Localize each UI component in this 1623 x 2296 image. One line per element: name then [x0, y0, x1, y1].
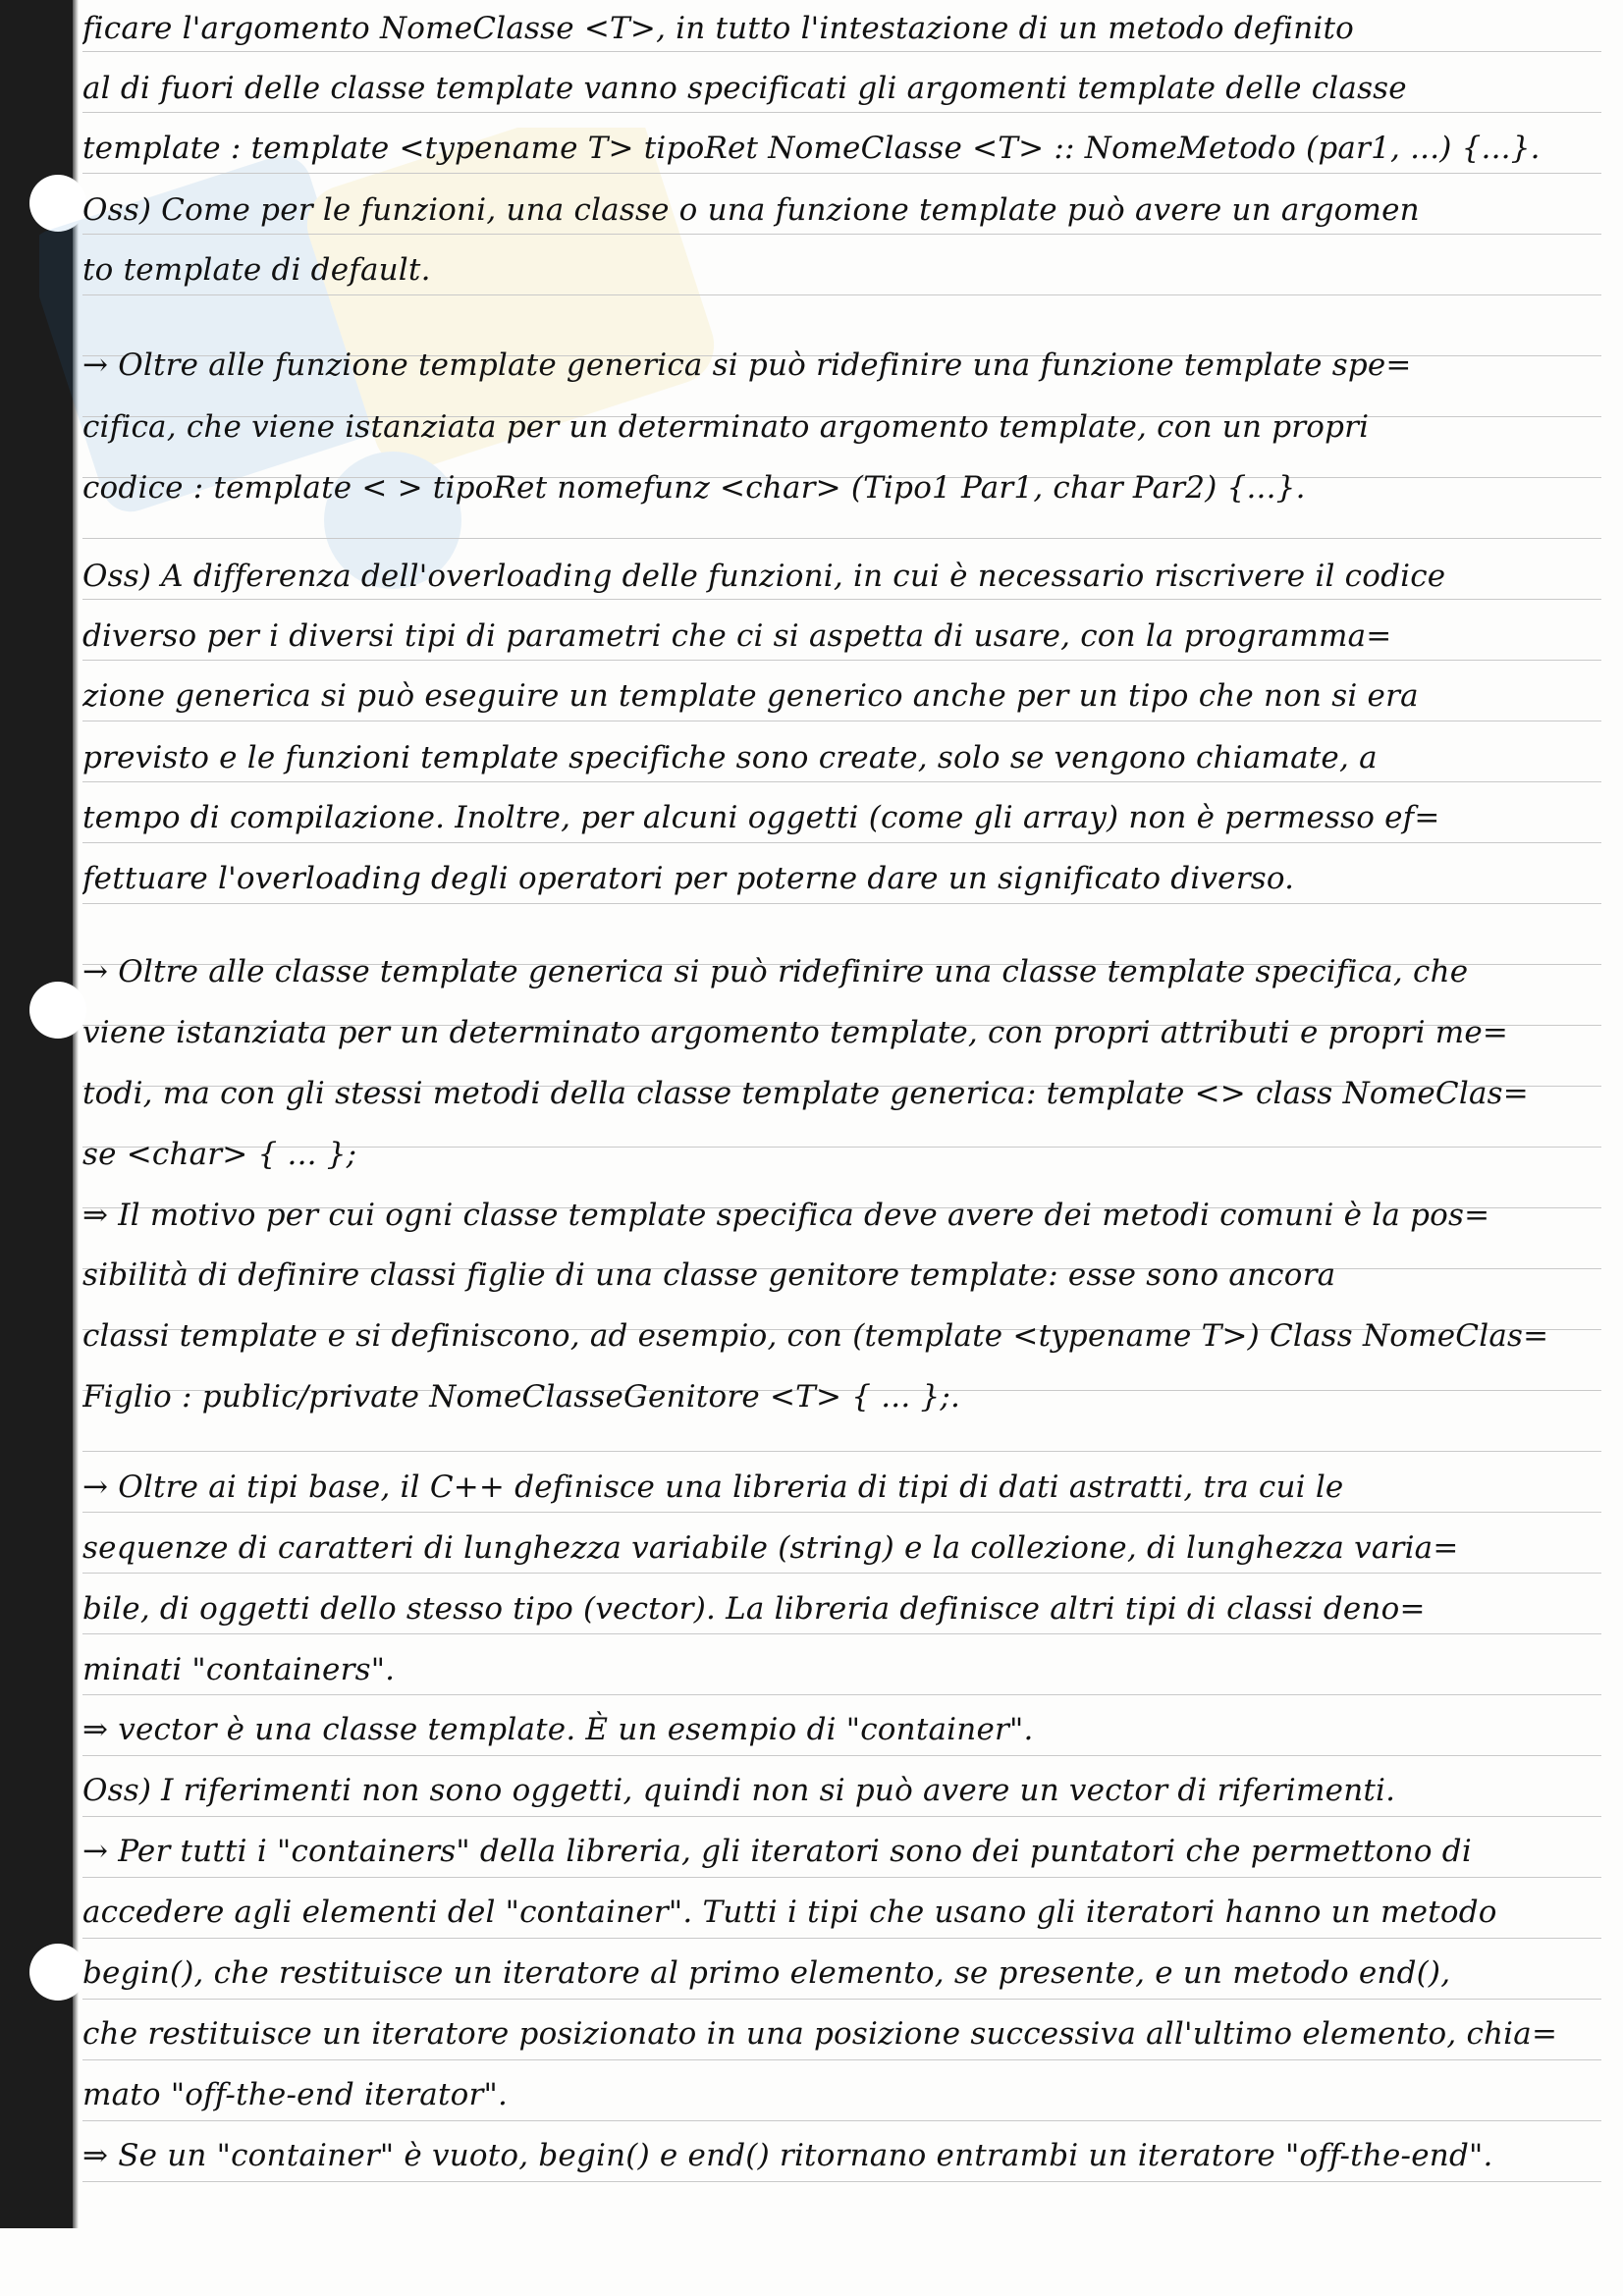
note-line: accedere agli elementi del "container". Tutti i tipi che usano gli iteratori hanno un metodo	[82, 1895, 1497, 1930]
note-line: previsto e le funzioni template specifiche sono create, solo se vengono chiamate, a	[82, 740, 1378, 775]
note-line: mato "off-the-end iterator".	[82, 2077, 509, 2112]
note-line: Figlio : public/private NomeClasseGenitore <T> { ... };.	[82, 1379, 961, 1415]
note-line: diverso per i diversi tipi di parametri che ci si aspetta di usare, con la programma=	[82, 618, 1392, 654]
note-line: → Oltre alle funzione template generica si può ridefinire una funzione template spe=	[82, 347, 1412, 383]
note-line: codice : template < > tipoRet nomefunz <char> (Tipo1 Par1, char Par2) {...}.	[82, 470, 1306, 506]
scan-dark-edge	[0, 0, 73, 2228]
note-line: ⇒ Se un "container" è vuoto, begin() e end() ritornano entrambi un iteratore "off-the-end".	[82, 2138, 1493, 2173]
note-line: begin(), che restituisce un iteratore al primo elemento, se presente, e un metodo end(),	[82, 1955, 1451, 1991]
punch-hole	[29, 982, 86, 1039]
note-line: → Per tutti i "containers" della libreria, gli iteratori sono dei puntatori che permettono di	[82, 1834, 1472, 1869]
note-line: che restituisce un iteratore posizionato in una posizione successiva all'ultimo elemento, chia=	[82, 2016, 1558, 2052]
note-line: ficare l'argomento NomeClasse <T>, in tutto l'intestazione di un metodo definito	[82, 11, 1355, 46]
note-line: minati "containers".	[82, 1652, 396, 1687]
note-line: al di fuori delle classe template vanno specificati gli argomenti template delle classe	[82, 71, 1407, 106]
note-line: sequenze di caratteri di lunghezza variabile (string) e la collezione, di lunghezza varia=	[82, 1530, 1459, 1566]
note-line: cifica, che viene istanziata per un determinato argomento template, con un propri	[82, 409, 1370, 445]
note-line: zione generica si può eseguire un template generico anche per un tipo che non si era	[82, 678, 1419, 714]
note-line: se <char> { ... };	[82, 1137, 357, 1172]
note-line: Oss) A differenza dell'overloading delle funzioni, in cui è necessario riscrivere il codice	[82, 559, 1446, 594]
note-line: ⇒ Il motivo per cui ogni classe template specifica deve avere dei metodi comuni è la pos=	[82, 1198, 1490, 1233]
punch-hole	[29, 1944, 86, 2001]
note-line: → Oltre ai tipi base, il C++ definisce una libreria di tipi di dati astratti, tra cui le	[82, 1469, 1344, 1505]
note-line: to template di default.	[82, 252, 431, 288]
note-line: classi template e si definiscono, ad esempio, con (template <typename T>) Class NomeClas=	[82, 1318, 1549, 1354]
note-line: viene istanziata per un determinato argomento template, con propri attributi e propri me=	[82, 1015, 1509, 1050]
note-line: fettuare l'overloading degli operatori per poterne dare un significato diverso.	[82, 861, 1295, 896]
ruled-line	[82, 538, 1601, 539]
note-line: → Oltre alle classe template generica si può ridefinire una classe template specifica, che	[82, 954, 1469, 989]
note-line: Oss) I riferimenti non sono oggetti, quindi non si può avere un vector di riferimenti.	[82, 1773, 1396, 1808]
note-line: template : template <typename T> tipoRet NomeClasse <T> :: NomeMetodo (par1, ...) {...}.	[82, 131, 1541, 166]
punch-hole	[29, 175, 86, 232]
note-line: todi, ma con gli stessi metodi della classe template generica: template <> class NomeClas=	[82, 1076, 1529, 1111]
ruled-line	[82, 1451, 1601, 1452]
note-line: Oss) Come per le funzioni, una classe o una funzione template può avere un argomen	[82, 192, 1420, 228]
note-line: tempo di compilazione. Inoltre, per alcuni oggetti (come gli array) non è permesso ef=	[82, 800, 1440, 835]
note-line: sibilità di definire classi figlie di una classe genitore template: esse sono ancora	[82, 1257, 1336, 1293]
note-line: ⇒ vector è una classe template. È un esempio di "container".	[82, 1712, 1034, 1747]
note-line: bile, di oggetti dello stesso tipo (vector). La libreria definisce altri tipi di classi deno=	[82, 1591, 1426, 1627]
